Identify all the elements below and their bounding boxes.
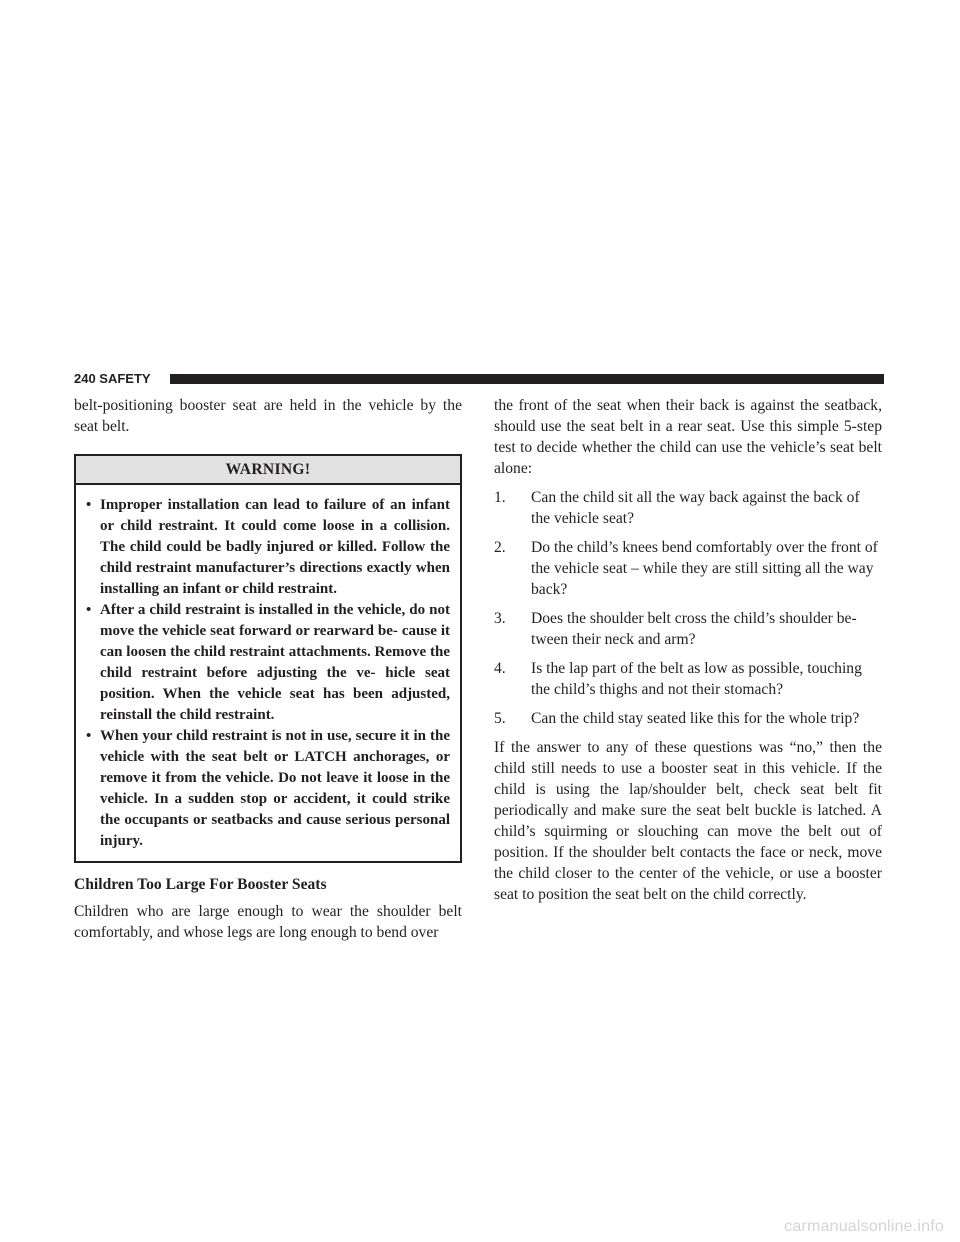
warning-item xyxy=(86,600,450,726)
step-item xyxy=(494,487,882,529)
warning-list xyxy=(76,485,460,861)
header-rule xyxy=(170,374,884,384)
warning-item xyxy=(86,495,450,600)
watermark-text: carmanualsonline.info xyxy=(784,1218,944,1235)
section-heading: Children Too Large For Booster Seats xyxy=(74,876,327,893)
step-list xyxy=(494,487,882,729)
warning-item-text: When your child restraint is not in use, secure it in the vehicle with the seat belt or LATCH anchorages, or remove it from the vehicle. Do not leave it loose in the vehicle. In a sudden stop or accident, it could strike the occupants or seatbacks and cause serious personal injury. xyxy=(100,728,450,849)
page-header xyxy=(74,371,884,387)
step-item xyxy=(494,708,882,729)
step-item xyxy=(494,537,882,600)
step-number: 3. xyxy=(494,610,506,627)
step-text: Can the child stay seated like this for the whole trip? xyxy=(531,710,860,727)
step-number: 5. xyxy=(494,710,506,727)
warning-item-text: After a child restraint is installed in the vehicle, do not move the vehicle seat forward or rearward be- cause it can loosen the child restraint attachments. Remove the child restraint before adjusting the ve- hicle seat position. When the vehicle seat has been adjusted, reinstall the child restraint. xyxy=(100,602,450,723)
closing-paragraph: If the answer to any of these questions was “no,” then the child still needs to use a booster seat in this vehicle. If the child is using the lap/shoulder belt, check seat belt fit periodically and make sure the seat belt buckle is latched. A child’s squirming or slouching can move the belt out of position. If the shoulder belt contacts the face or neck, move the child closer to the center of the vehicle, or use a booster seat to position the seat belt on the child correctly. xyxy=(494,739,882,903)
step-text: Is the lap part of the belt as low as possible, touching the child’s thighs and not their stomach? xyxy=(531,660,862,698)
right-column xyxy=(494,395,882,905)
continued-paragraph: the front of the seat when their back is against the seatback, should use the seat belt in a rear seat. Use this simple 5-step test to decide whether the child can use the vehicle’s seat belt alone: xyxy=(494,397,882,477)
step-number: 4. xyxy=(494,660,506,677)
step-text: Does the shoulder belt cross the child’s shoulder be- tween their neck and arm? xyxy=(531,610,857,648)
bullet-icon: • xyxy=(86,728,92,744)
intro-paragraph: belt-positioning booster seat are held in the vehicle by the seat belt. xyxy=(74,397,462,435)
step-text: Can the child sit all the way back against the back of the vehicle seat? xyxy=(531,489,860,527)
left-column xyxy=(74,395,462,943)
warning-item-text: Improper installation can lead to failure of an infant or child restraint. It could come loose in a collision. The child could be badly injured or killed. Follow the child restraint manufacturer’s directions exactly when installing an infant or child restraint. xyxy=(100,497,450,597)
step-text: Do the child’s knees bend comfortably over the front of the vehicle seat – while they are still sitting all the way back? xyxy=(531,539,878,598)
warning-item xyxy=(86,726,450,852)
bullet-icon: • xyxy=(86,497,92,513)
step-item xyxy=(494,608,882,650)
bullet-icon: • xyxy=(86,602,92,618)
page-number-label: 240 SAFETY xyxy=(74,371,151,386)
warning-box xyxy=(74,454,462,863)
warning-title: WARNING! xyxy=(76,456,460,485)
step-item xyxy=(494,658,882,700)
step-number: 1. xyxy=(494,489,506,506)
step-number: 2. xyxy=(494,539,506,556)
section-paragraph: Children who are large enough to wear the shoulder belt comfortably, and whose legs are long enough to bend over xyxy=(74,903,462,941)
